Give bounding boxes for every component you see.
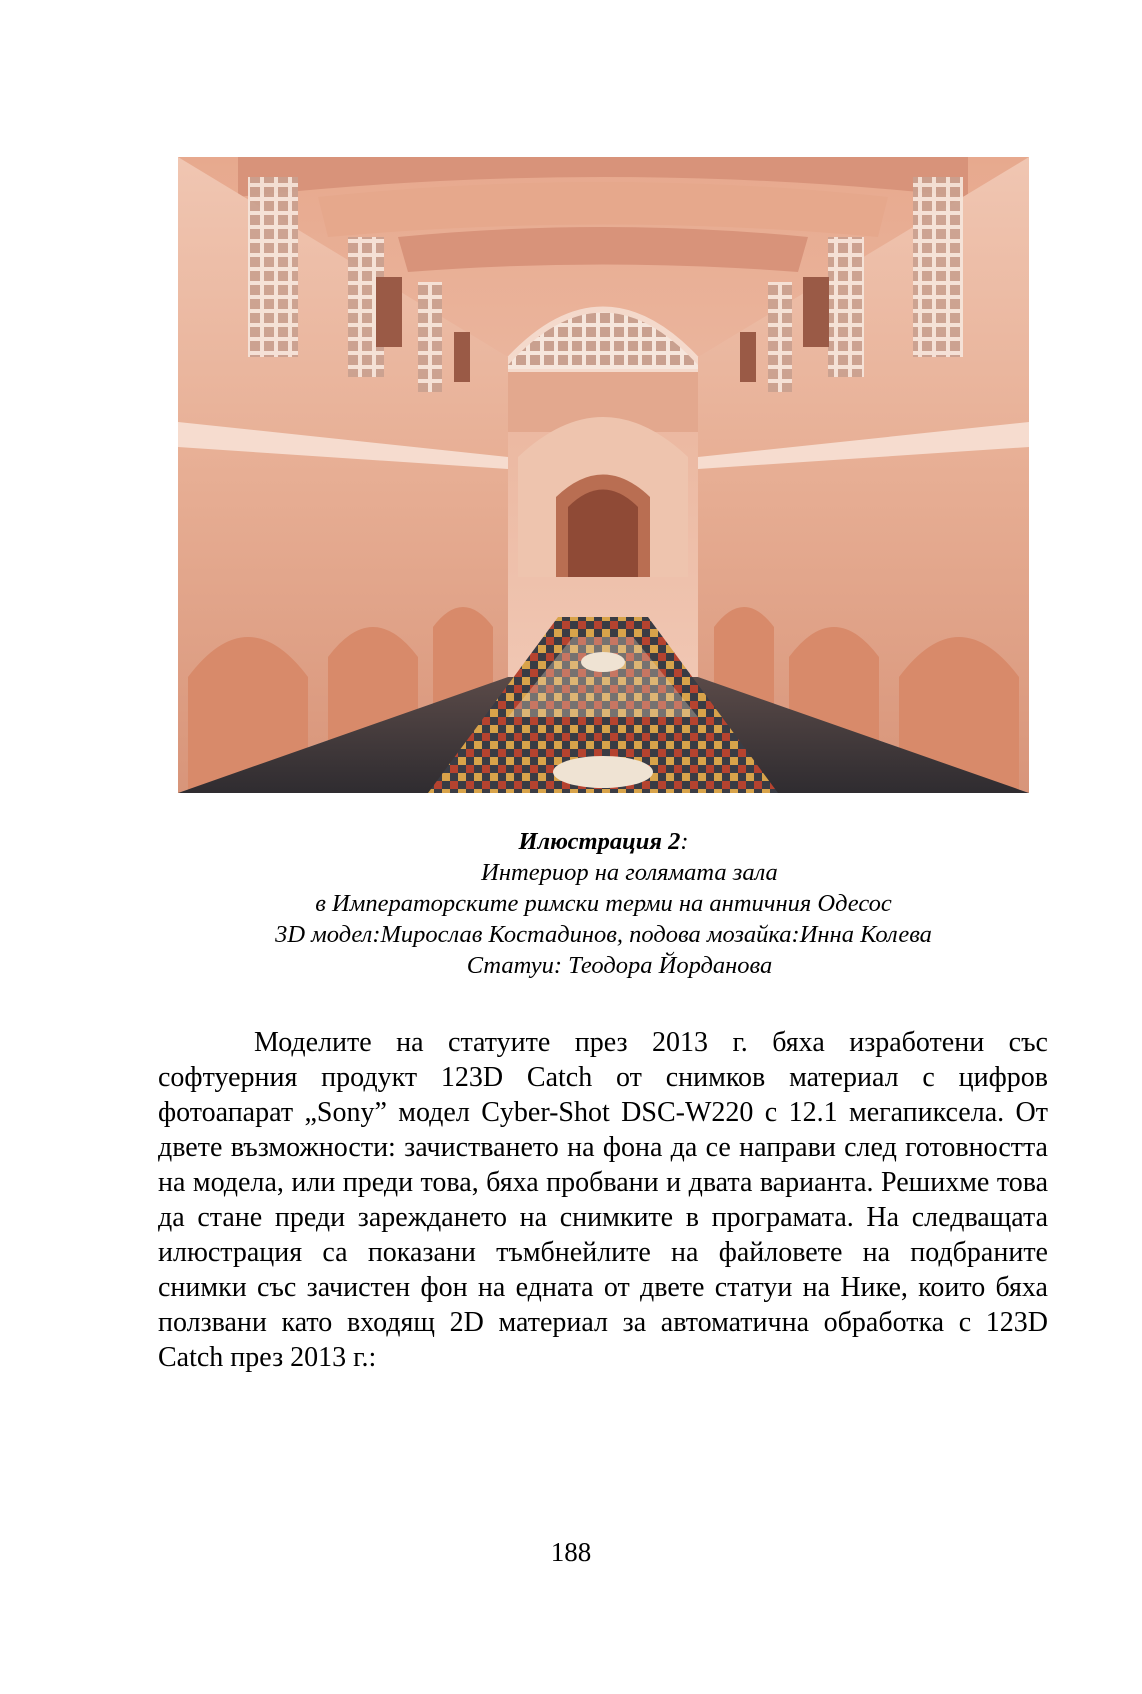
- caption-title-line: [178, 826, 1029, 857]
- caption-colon: :: [680, 828, 689, 855]
- hall-interior-image: [178, 157, 1029, 793]
- caption-line-3: в Императорските римски терми на античния Одесос: [315, 890, 892, 917]
- page-number: 188: [550, 1537, 592, 1567]
- caption-line-4: 3D модел:Мирослав Костадинов, подова мозайка:Инна Колева: [275, 921, 932, 948]
- caption-label: Илюстрация 2: [518, 828, 681, 855]
- caption-line-2: Интериор на голямата зала: [481, 859, 778, 886]
- hall-interior-illustration: [178, 157, 1029, 793]
- figure-caption: [178, 826, 1029, 981]
- body-text: [158, 1025, 1048, 1375]
- body-paragraph: Моделите на статуите през 2013 г. бяха изработени със софтуерния продукт 123D Catch от снимков материал с цифров фотоапарат „Sony” модел Cyber-Shot DSC-W220 с 12.1 мегапиксела. От двете възможности: зачистването на фона да се направи след готовността на модела, или преди това, бяха пробвани и двата варианта. Решихме това да стане преди зареждането на снимките в програмата. На следващата илюстрация са показани тъмбнейлите на файловете на подбраните снимки със зачистен фон на едната от двете статуи на Нике, които бяха ползвани като входящ 2D материал за автоматична обработка с 123D Catch през 2013 г.:: [158, 1027, 1048, 1373]
- caption-line-5: Статуи: Теодора Йорданова: [466, 952, 773, 979]
